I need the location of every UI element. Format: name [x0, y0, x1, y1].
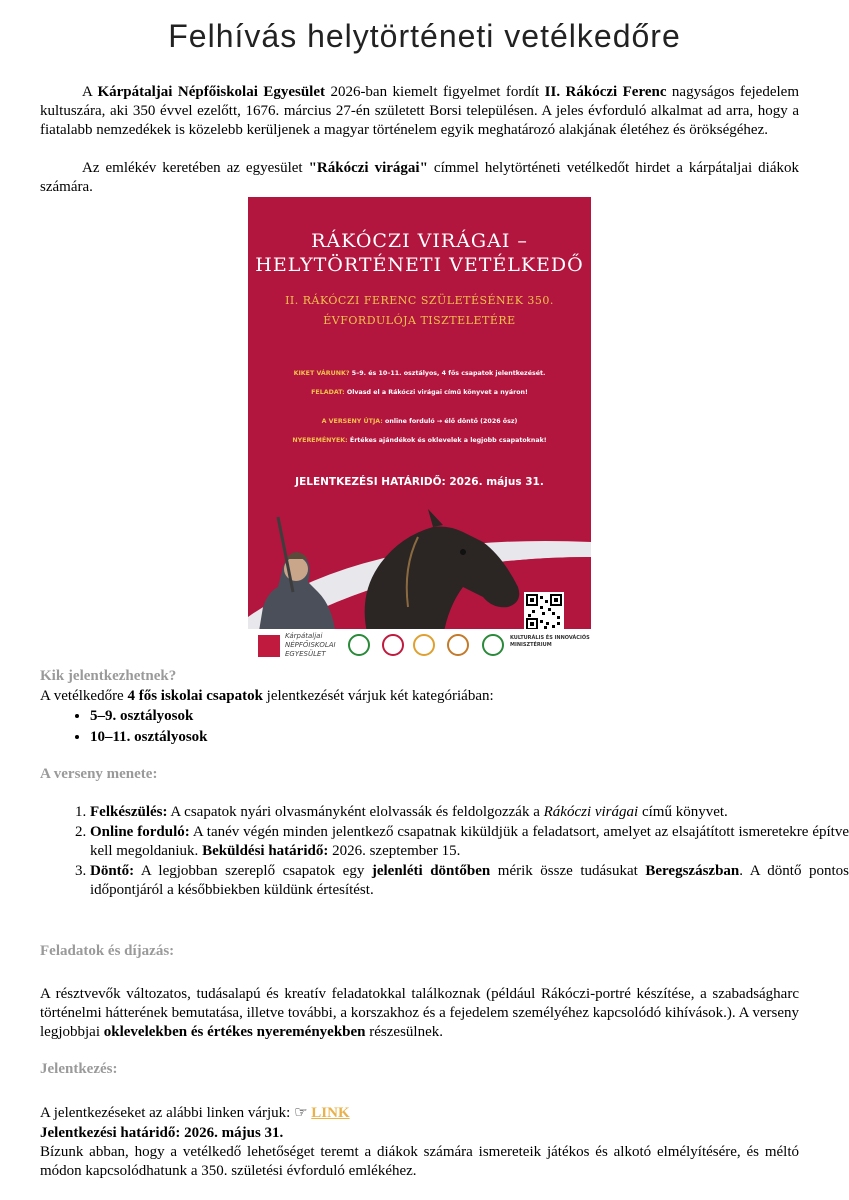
- poster-deadline: JELENTKEZÉSI HATÁRIDŐ: 2026. május 31.: [295, 476, 544, 488]
- signup-deadline: Jelentkezési határidő: 2026. május 31.: [40, 1125, 284, 1141]
- poster-title: RÁKÓCZI VIRÁGAI – HELYTÖRTÉNETI VETÉLKEDŐ: [255, 230, 584, 276]
- partner-logo-icon: [348, 634, 370, 656]
- who-text: A vetélkedőre 4 fős iskolai csapatok jelentkezését várjuk két kategóriában:: [40, 688, 494, 704]
- category-list: [40, 706, 208, 748]
- list-item: 2. Online forduló: A tanév végén minden jelentkező csapatnak kiküldjük a feladatsort, amelyet az elsajátított ismeretekre építve kell megoldaniuk. Beküldési határidő: 2026. szeptember 15.: [90, 823, 849, 861]
- section-heading-process: A verseny menete:: [40, 766, 158, 782]
- poster-task: FELADAT: Olvasd el a Rákóczi virágai című könyvet a nyáron!: [311, 389, 528, 396]
- intro-paragraph-2: Az emlékév keretében az egyesület "Rákóczi virágai" címmel helytörténeti vetélkedőt hirdet a kárpátaljai diákok számára.: [40, 160, 799, 195]
- section-heading-who: Kik jelentkezhetnek?: [40, 668, 177, 684]
- poster-prizes: NYEREMÉNYEK: Értékes ajándékok és oklevelek a legjobb csapatoknak!: [292, 437, 547, 444]
- hungarian-coat-of-arms-icon: [482, 634, 504, 656]
- page-title: Felhívás helytörténeti vetélkedőre: [168, 18, 681, 54]
- list-item: 3. Döntő: A legjobban szereplő csapatok egy jelenléti döntőben mérik össze tudásukat Beregszászban. A döntő pontos időpontjáról a későbbiekben küldünk értesítést.: [90, 862, 849, 900]
- process-steps: [40, 803, 849, 901]
- event-poster: [248, 197, 591, 664]
- sponsor-logo-strip: [248, 629, 591, 664]
- section-heading-signup: Jelentkezés:: [40, 1061, 118, 1077]
- list-item: 1. Felkészülés: A csapatok nyári olvasmányként elolvassák és feldolgozzák a Rákóczi virágai című könyvet.: [90, 803, 849, 822]
- qr-code[interactable]: [524, 592, 564, 632]
- poster-route: A VERSENY ÚTJA: online forduló → élő döntő (2026 ősz): [321, 418, 518, 425]
- closing-text: Bízunk abban, hogy a vetélkedő lehetőséget teremt a diákok számára ismereteik játékos és alkotó elmélyítésére, és méltó módon kapcsolódhatunk a 350. születési évforduló emlékéhez.: [40, 1144, 799, 1179]
- list-item: • 10–11. osztályosok: [90, 727, 208, 748]
- partner-logo-icon: [447, 634, 469, 656]
- partner-logo-icon: [413, 634, 435, 656]
- intro-paragraph-1: A Kárpátaljai Népfőiskolai Egyesület 2026-ban kiemelt figyelmet fordít II. Rákóczi Ferenc nagyságos fejedelem kultuszára, aki 350 évvel ezelőtt, 1676. március 27-én született Borsi településen. A jeles évforduló alkalmat ad arra, hogy a fiatalabb nemzedékek is közelebb kerüljenek a magyar történelem egyik meghatározó alakjának életéhez és örökségéhez.: [40, 84, 799, 138]
- ministry-logo-text: KULTURÁLIS ÉS INNOVÁCIÓS MINISZTÉRIUM: [510, 635, 590, 648]
- poster-subtitle: II. RÁKÓCZI FERENC SZÜLETÉSÉNEK 350. ÉVFORDULÓJA TISZTELETÉRE: [285, 294, 554, 327]
- signup-text: A jelentkezéseket az alábbi linken várjuk: ☞ LINK: [40, 1105, 350, 1121]
- poster-who: KIKET VÁRUNK? 5–9. és 10–11. osztályos, 4 fős csapatok jelentkezését.: [293, 370, 546, 377]
- partner-logo-icon: [382, 634, 404, 656]
- nepfoiskola-logo-icon: [258, 635, 280, 657]
- section-heading-tasks: Feladatok és díjazás:: [40, 943, 175, 959]
- tasks-text: A résztvevők változatos, tudásalapú és kreatív feladatokkal találkoznak (például Rákóczi-portré készítése, a szabadságharc történelmi hátterének bemutatása, illetve további, a korszakhoz és a fejedelem személyéhez kapcsolódó kihívások.). A verseny legjobbjai oklevelekben és értékes nyereményekben részesülnek.: [40, 986, 799, 1040]
- nepfoiskola-logo-text: Kárpátaljai NÉPFŐISKOLAI EGYESÜLET: [285, 632, 336, 658]
- signup-link[interactable]: LINK: [311, 1105, 350, 1121]
- list-item: • 5–9. osztályosok: [90, 706, 208, 727]
